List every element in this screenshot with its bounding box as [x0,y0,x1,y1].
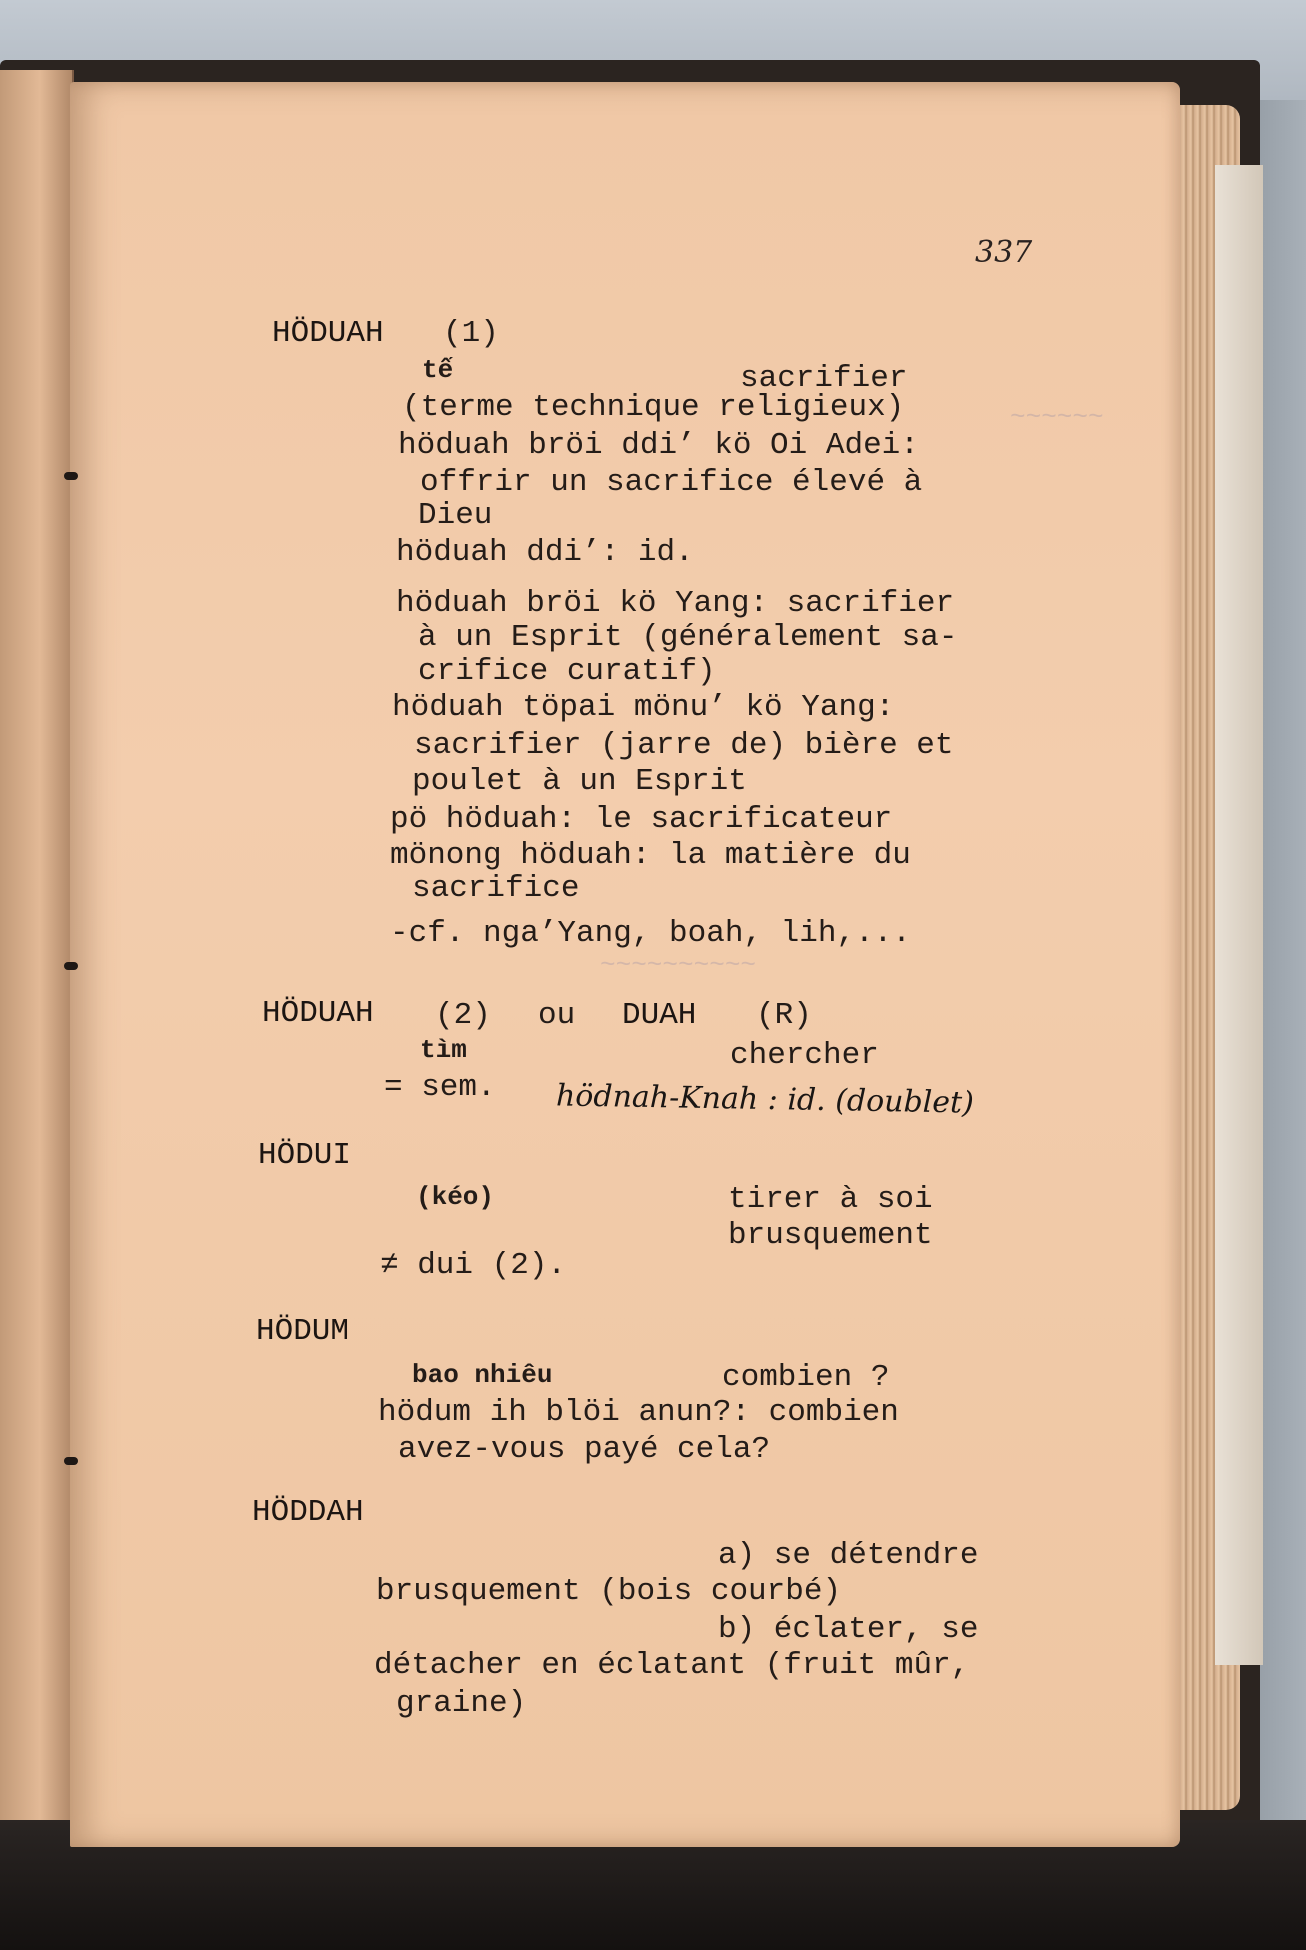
variant-tag: (R) [756,998,812,1033]
headword: HÖDDAH [252,1495,364,1530]
sense-a: a) se détendre [718,1538,979,1573]
example-translation: offrir un sacrifice élevé à [420,465,923,500]
example: pö höduah: le sacrificateur [390,802,893,837]
example: hödum ih blöi anun?: combien [378,1395,899,1430]
example-translation: avez-vous payé cela? [398,1432,771,1467]
variant-headword: DUAH [622,998,697,1033]
example-translation: à un Esprit (généralement sa- [418,620,958,655]
gloss: chercher [730,1038,879,1073]
example: mönong höduah: la matière du [390,838,911,873]
inserted-sheet [1215,165,1263,1665]
headword: HÖDUAH [262,996,374,1031]
example: höduah töpai mönu’ kö Yang: [392,690,895,725]
gloss: sacrifier [740,361,908,396]
headword: HÖDUAH [272,316,384,351]
usage-note: (terme technique religieux) [402,390,905,425]
sense-b-continued: détacher en éclatant (fruit mûr, [374,1648,970,1683]
handwritten-annotation: hödnah-Knah : id. (doublet) [555,1078,975,1121]
example-translation: sacrifier (jarre de) bière et [414,728,954,763]
example: höduah bröi ddi’ kö Oi Adei: [398,428,919,463]
headword: HÖDUM [256,1314,350,1349]
vietnamese-equivalent: tìm [420,1035,467,1065]
gloss: combien ? [722,1360,890,1395]
synonym: = sem. [384,1070,496,1105]
example: höduah ddi’: id. [396,535,694,570]
sense-b: b) éclater, se [718,1612,979,1647]
page-number: 337 [975,235,1033,270]
antonym: ≠ dui (2). [380,1248,567,1283]
gloss: brusquement [728,1218,933,1253]
binding-hole [64,472,78,480]
example-translation: poulet à un Esprit [412,764,747,799]
headword: HÖDUI [258,1138,352,1173]
example-translation: sacrifice [412,871,580,906]
bleed-through-text: ~~~~~~ [1010,402,1104,432]
binding-hole [64,1457,78,1465]
example-translation: crifice curatif) [418,654,716,689]
vietnamese-equivalent: (kéo) [416,1182,495,1212]
conjunction: ou [538,998,576,1033]
vietnamese-equivalent: tế [422,355,454,385]
example-translation: Dieu [418,498,493,533]
sense-b-continued: graine) [396,1686,527,1721]
gloss: tirer à soi [728,1182,933,1217]
cross-reference: -cf. nga’Yang, boah, lih,... [390,916,911,951]
sense-number: (2) [435,998,491,1033]
sense-number: (1) [443,316,499,351]
binding-hole [64,962,78,970]
example: höduah bröi kö Yang: sacrifier [396,586,955,621]
bleed-through-text: ~~~~~~~~~~ [600,950,757,980]
vietnamese-equivalent: bao nhiêu [412,1360,553,1390]
left-page-edge [0,70,74,1830]
sense-a-continued: brusquement (bois courbé) [376,1574,842,1609]
